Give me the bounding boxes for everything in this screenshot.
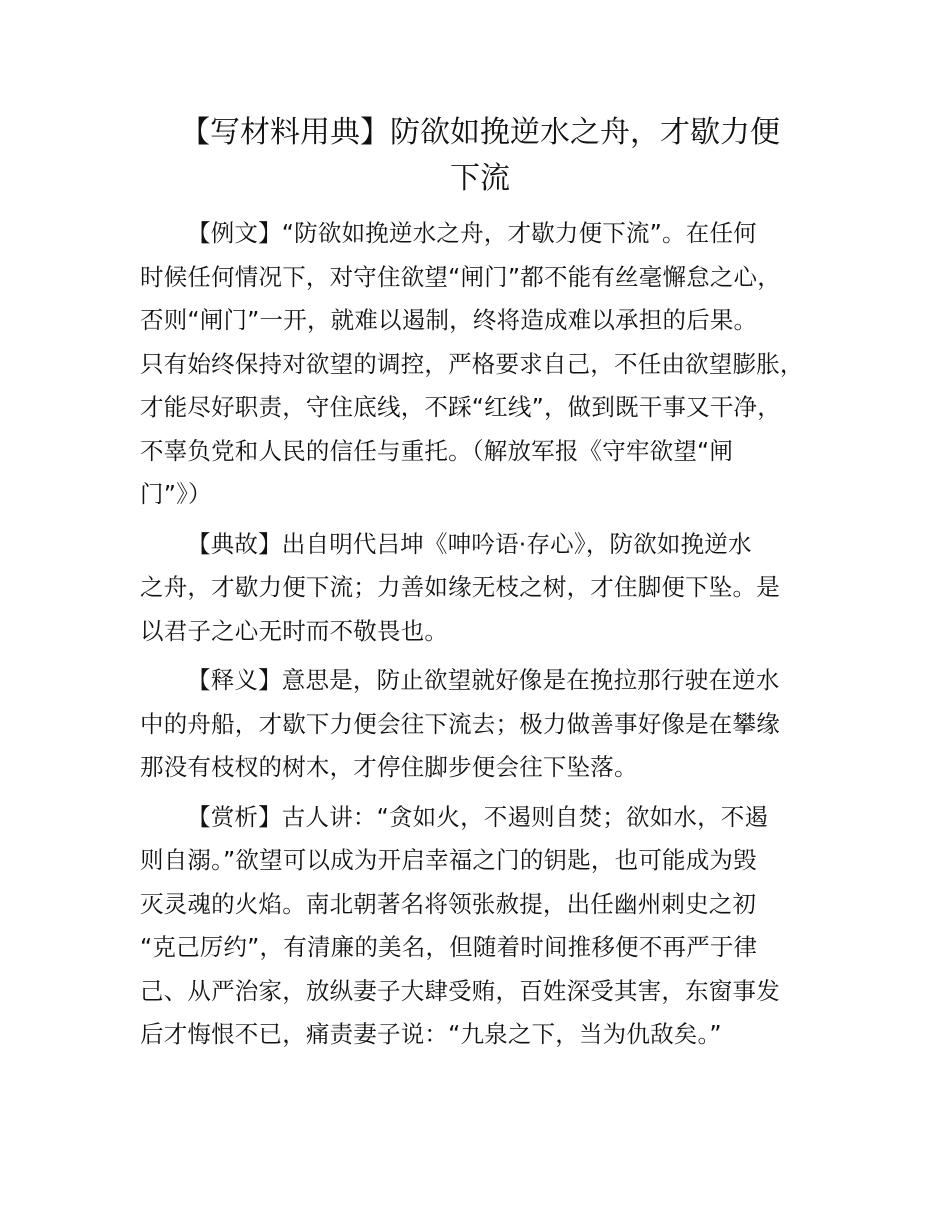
text-line: 后才悔恨不已，痛责妻子说：“九泉之下，当为仇敌矣。” <box>140 1020 722 1048</box>
text-line: 时候任何情况下，对守住欲望“闸门”都不能有丝毫懈怠之心， <box>140 262 781 291</box>
text-line: 只有始终保持对欲望的调控，严格要求自己，不任由欲望膨胀， <box>140 349 804 378</box>
document-page <box>140 110 820 1063</box>
text-line: “克己厉约”，有清廉的美名，但随着时间推移便不再严于律 <box>140 933 758 961</box>
text-line: 【例文】“防欲如挽逆水之舟，才歇力便下流”。在任何 <box>187 219 757 247</box>
paragraph-appreciation <box>140 796 820 1057</box>
paragraph-allusion <box>140 523 820 654</box>
paragraph-example <box>140 212 820 517</box>
document-title <box>140 110 820 202</box>
text-line: 以君子之心无时而不敬畏也。 <box>140 616 449 645</box>
title-line: 【写材料用典】防欲如挽逆水之舟，才歇力便 <box>180 115 780 150</box>
text-line: 【释义】意思是，防止欲望就好像是在挽拉那行驶在逆水 <box>187 666 780 694</box>
text-line: 门”》） <box>140 480 212 508</box>
text-line: 那没有枝杈的树木，才停住脚步便会往下坠落。 <box>140 753 638 781</box>
text-line: 灭灵魂的火焰。南北朝著名将领张赦提，出任幽州刺史之初 <box>140 889 757 918</box>
text-line: 中的舟船，才歇下力便会往下流去；极力做善事好像是在攀缘 <box>140 709 780 738</box>
paragraph-meaning <box>140 659 820 790</box>
text-line: 否则“闸门”一开，就难以遏制，终将造成难以承担的后果。 <box>140 306 758 334</box>
text-line: 之舟，才歇力便下流；力善如缘无枝之树，才住脚便下坠。是 <box>140 573 780 601</box>
text-line: 不辜负党和人民的信任与重托。（解放军报《守牢欲望“闸 <box>140 436 734 465</box>
text-line: 【赏析】古人讲：“贪如火，不遏则自焚；欲如水，不遏 <box>187 802 769 831</box>
text-line: 己、从严治家，放纵妻子大肆受贿，百姓深受其害，东窗事发 <box>140 976 780 1005</box>
text-line: 才能尽好职责，守住底线，不踩“红线”，做到既干事又干净， <box>140 393 781 421</box>
text-line: 【典故】出自明代吕坤《呻吟语·存心》，防欲如挽逆水 <box>187 529 752 558</box>
text-line: 则自溺。”欲望可以成为开启幸福之门的钥匙，也可能成为毁 <box>140 846 757 874</box>
title-line: 下流 <box>450 161 510 196</box>
